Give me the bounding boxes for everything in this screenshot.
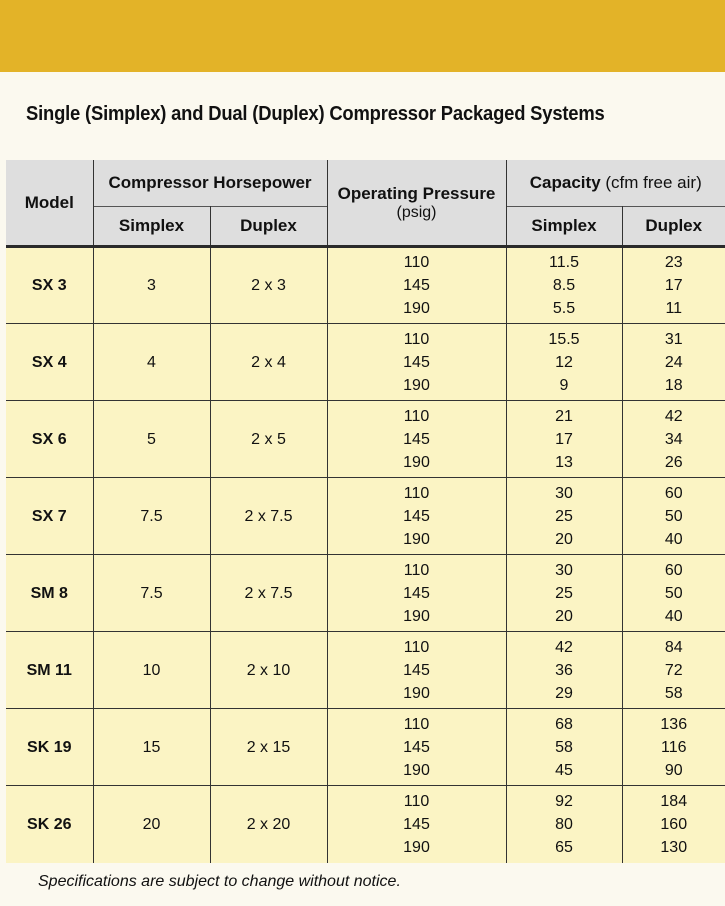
hp-duplex-cell: 2 x 10 xyxy=(210,632,327,709)
capacity-duplex-cell xyxy=(622,709,725,786)
capacity-duplex-cell-value: 18 xyxy=(664,376,683,394)
capacity-duplex-cell xyxy=(622,786,725,863)
pressure-cell-value: 145 xyxy=(403,584,430,602)
pressure-cell-value: 110 xyxy=(403,715,430,733)
capacity-simplex-cell xyxy=(506,709,622,786)
capacity-simplex-cell-value: 13 xyxy=(555,453,573,471)
capacity-simplex-cell-value: 92 xyxy=(555,792,573,810)
hp-simplex-cell: 3 xyxy=(93,247,210,324)
hp-simplex-cell: 10 xyxy=(93,632,210,709)
pressure-cell-value: 110 xyxy=(403,484,430,502)
capacity-simplex-cell-value: 80 xyxy=(555,815,573,833)
table-row xyxy=(6,478,725,555)
header-model: Model xyxy=(6,160,93,247)
header-cap-duplex: Duplex xyxy=(622,207,725,247)
header-pressure-label: Operating Pressure xyxy=(337,183,496,203)
model-cell: SM 8 xyxy=(6,555,93,632)
capacity-simplex-cell-value: 30 xyxy=(555,484,573,502)
pressure-cell xyxy=(327,555,506,632)
hp-simplex-cell: 5 xyxy=(93,401,210,478)
capacity-duplex-cell-value: 23 xyxy=(664,254,683,271)
header-capacity-label: Capacity xyxy=(529,173,601,192)
capacity-duplex-cell-value: 60 xyxy=(664,561,683,579)
pressure-cell-value: 145 xyxy=(403,738,430,756)
capacity-simplex-cell-value: 12 xyxy=(555,353,573,371)
table-row xyxy=(6,247,725,324)
hp-duplex-cell: 2 x 5 xyxy=(210,401,327,478)
capacity-simplex-cell-value: 20 xyxy=(555,530,573,548)
capacity-simplex-cell-value: 17 xyxy=(555,430,573,448)
pressure-cell-value: 145 xyxy=(403,430,430,448)
capacity-simplex-cell-value: 68 xyxy=(555,715,573,733)
header-pressure-unit: (psig) xyxy=(396,203,437,221)
capacity-simplex-cell-value: 25 xyxy=(555,584,573,602)
header-hp-simplex: Simplex xyxy=(93,207,210,247)
pressure-cell-value: 190 xyxy=(403,761,430,779)
table-row xyxy=(6,632,725,709)
model-cell: SX 3 xyxy=(6,247,93,324)
capacity-duplex-cell-value: 90 xyxy=(664,761,683,779)
table-row xyxy=(6,324,725,401)
capacity-simplex-cell xyxy=(506,478,622,555)
capacity-duplex-cell-value: 136 xyxy=(660,715,688,733)
header-cap-simplex: Simplex xyxy=(506,207,622,247)
capacity-simplex-cell xyxy=(506,247,622,324)
capacity-duplex-cell-value: 42 xyxy=(664,407,683,425)
capacity-duplex-cell-value: 40 xyxy=(664,607,683,625)
model-cell: SX 7 xyxy=(6,478,93,555)
capacity-duplex-cell xyxy=(622,324,725,401)
hp-duplex-cell: 2 x 20 xyxy=(210,786,327,863)
hp-duplex-cell: 2 x 4 xyxy=(210,324,327,401)
pressure-cell-value: 190 xyxy=(403,684,430,702)
header-hp-duplex: Duplex xyxy=(210,207,327,247)
pressure-cell-value: 145 xyxy=(403,277,430,294)
hp-simplex-cell: 7.5 xyxy=(93,555,210,632)
pressure-cell xyxy=(327,709,506,786)
pressure-cell-value: 190 xyxy=(403,607,430,625)
capacity-simplex-cell-value: 21 xyxy=(555,407,573,425)
capacity-duplex-cell-value: 40 xyxy=(664,530,683,548)
pressure-cell-value: 190 xyxy=(403,376,430,394)
pressure-cell-value: 110 xyxy=(403,330,430,348)
capacity-simplex-cell-value: 65 xyxy=(555,838,573,856)
pressure-cell-value: 110 xyxy=(403,792,430,810)
capacity-duplex-cell-value: 184 xyxy=(660,792,688,810)
hp-duplex-cell: 2 x 3 xyxy=(210,247,327,324)
hp-simplex-cell: 20 xyxy=(93,786,210,863)
header-capacity-unit: (cfm free air) xyxy=(605,173,702,192)
capacity-simplex-cell-value: 15.5 xyxy=(548,330,580,348)
pressure-cell-value: 190 xyxy=(403,453,430,471)
table-row xyxy=(6,555,725,632)
table-row xyxy=(6,401,725,478)
capacity-duplex-cell xyxy=(622,478,725,555)
model-cell: SX 6 xyxy=(6,401,93,478)
hp-duplex-cell: 2 x 7.5 xyxy=(210,555,327,632)
table-row xyxy=(6,786,725,863)
capacity-duplex-cell-value: 24 xyxy=(664,353,683,371)
capacity-simplex-cell-value: 8.5 xyxy=(552,277,576,294)
capacity-duplex-cell-value: 72 xyxy=(664,661,683,679)
model-cell: SX 4 xyxy=(6,324,93,401)
capacity-duplex-cell-value: 11 xyxy=(665,300,683,317)
hp-simplex-cell: 15 xyxy=(93,709,210,786)
hp-simplex-cell: 7.5 xyxy=(93,478,210,555)
pressure-cell-value: 145 xyxy=(403,661,430,679)
capacity-duplex-cell-value: 160 xyxy=(660,815,688,833)
capacity-simplex-cell-value: 36 xyxy=(555,661,573,679)
model-cell: SK 19 xyxy=(6,709,93,786)
table-row xyxy=(6,709,725,786)
capacity-duplex-cell-value: 116 xyxy=(661,738,687,756)
pressure-cell-value: 110 xyxy=(403,638,430,656)
capacity-simplex-cell xyxy=(506,401,622,478)
pressure-cell-value: 110 xyxy=(403,254,430,271)
pressure-cell-value: 110 xyxy=(403,407,430,425)
pressure-cell-value: 190 xyxy=(403,530,430,548)
pressure-cell xyxy=(327,632,506,709)
header-pressure xyxy=(327,160,506,247)
header-horsepower: Compressor Horsepower xyxy=(93,160,327,207)
capacity-duplex-cell-value: 60 xyxy=(664,484,683,502)
capacity-simplex-cell-value: 42 xyxy=(555,638,573,656)
pressure-cell-value: 145 xyxy=(403,815,430,833)
capacity-simplex-cell-value: 30 xyxy=(555,561,573,579)
capacity-duplex-cell-value: 50 xyxy=(664,584,683,602)
hp-duplex-cell: 2 x 7.5 xyxy=(210,478,327,555)
capacity-simplex-cell-value: 45 xyxy=(555,761,573,779)
model-cell: SK 26 xyxy=(6,786,93,863)
capacity-simplex-cell xyxy=(506,555,622,632)
capacity-duplex-cell-value: 31 xyxy=(664,330,683,348)
pressure-cell xyxy=(327,478,506,555)
pressure-cell xyxy=(327,324,506,401)
capacity-duplex-cell-value: 26 xyxy=(664,453,683,471)
pressure-cell xyxy=(327,247,506,324)
model-cell: SM 11 xyxy=(6,632,93,709)
capacity-simplex-cell-value: 20 xyxy=(555,607,573,625)
hp-duplex-cell: 2 x 15 xyxy=(210,709,327,786)
pressure-cell xyxy=(327,401,506,478)
pressure-cell-value: 190 xyxy=(403,838,430,856)
capacity-duplex-cell-value: 84 xyxy=(664,638,683,656)
pressure-cell-value: 145 xyxy=(403,507,430,525)
pressure-cell xyxy=(327,786,506,863)
capacity-duplex-cell xyxy=(622,632,725,709)
page-title: Single (Simplex) and Dual (Duplex) Compressor Packaged Systems xyxy=(26,103,605,125)
pressure-cell-value: 110 xyxy=(403,561,430,579)
capacity-duplex-cell xyxy=(622,401,725,478)
hp-simplex-cell: 4 xyxy=(93,324,210,401)
disclaimer-note: Specifications are subject to change without notice. xyxy=(38,873,401,890)
capacity-duplex-cell-value: 50 xyxy=(664,507,683,525)
top-color-band xyxy=(0,0,725,72)
capacity-duplex-cell xyxy=(622,247,725,324)
capacity-simplex-cell-value: 9 xyxy=(559,376,569,394)
capacity-duplex-cell-value: 17 xyxy=(664,277,683,294)
capacity-simplex-cell xyxy=(506,632,622,709)
capacity-simplex-cell-value: 5.5 xyxy=(552,300,576,317)
capacity-duplex-cell-value: 130 xyxy=(660,838,688,856)
pressure-cell-value: 145 xyxy=(403,353,430,371)
header-capacity xyxy=(506,160,725,207)
capacity-duplex-cell-value: 34 xyxy=(664,430,683,448)
capacity-simplex-cell-value: 11.5 xyxy=(549,254,579,271)
pressure-cell-value: 190 xyxy=(403,300,430,317)
spec-table xyxy=(6,160,725,863)
capacity-simplex-cell-value: 29 xyxy=(555,684,573,702)
capacity-simplex-cell-value: 25 xyxy=(555,507,573,525)
capacity-duplex-cell xyxy=(622,555,725,632)
capacity-duplex-cell-value: 58 xyxy=(664,684,683,702)
capacity-simplex-cell-value: 58 xyxy=(555,738,573,756)
capacity-simplex-cell xyxy=(506,324,622,401)
capacity-simplex-cell xyxy=(506,786,622,863)
